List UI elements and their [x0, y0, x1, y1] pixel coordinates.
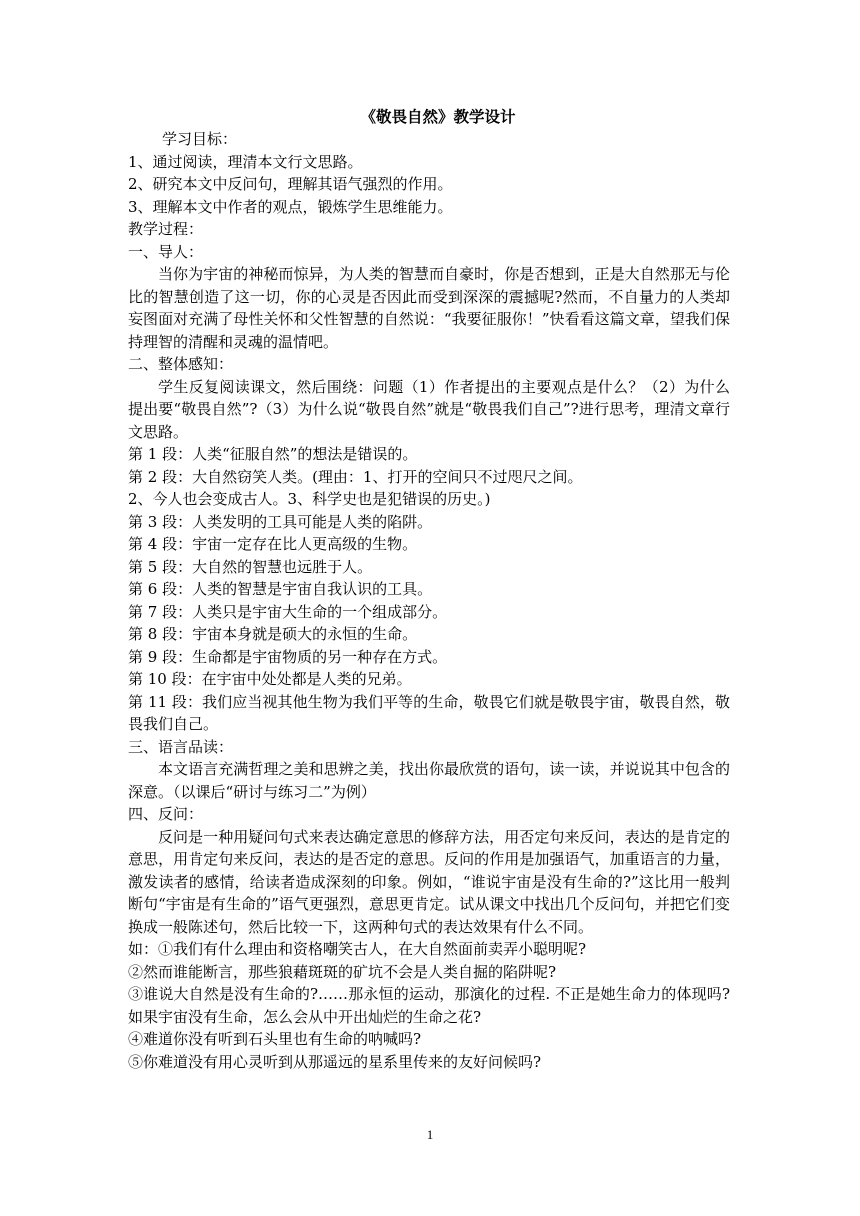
document-body [128, 106, 730, 1073]
paragraph-summary-7: 第 7 段：人类只是宇宙大生命的一个组成部分。 [128, 602, 448, 621]
section3-text: 本文语言充满哲理之美和思辨之美，找出你最欣赏的语句，读一读，并说说其中包含的深意。（以课后“研讨与练习二”为例） [128, 760, 730, 801]
section4-text: 反问是一种用疑问句式来表达确定意思的修辞方法，用否定句来反问，表达的是肯定的意思，用肯定句来反问，表达的是否定的意思。反问的作用是加强语气，加重语言的力量，激发读者的感情，给读者造成深刻的印象。例如，“谁说宇宙是没有生命的?”这比用一般判断句“宇宙是有生命的”语气更强烈，意思更肯定。试从课文中找出几个反问句，并把它们变换成一般陈述句，然后比较一下，这两种句式的表达效果有什么不同。 [128, 827, 730, 936]
goal-item-2: 2、研究本文中反问句，理解其语气强烈的作用。 [128, 175, 453, 193]
paragraph-summary-5: 第 5 段：大自然的智慧也远胜于人。 [128, 557, 373, 576]
document-title: 《敬畏自然》教学设计 [360, 107, 516, 126]
section3-heading: 三、语言品读： [128, 737, 234, 756]
example-5: ⑤你难道没有用心灵听到从那遥远的星系里传来的友好问候吗? [128, 1052, 542, 1071]
section4-heading: 四、反问： [128, 805, 204, 823]
paragraph-summary-4: 第 4 段：宇宙一定存在比人更高级的生物。 [128, 535, 418, 553]
goals-heading: 学习目标： [162, 130, 238, 148]
paragraph-summary-2-cont: 2、今人也会变成古人。3、科学史也是犯错误的历史。) [128, 490, 491, 508]
example-2: ②然而谁能断言，那些狼藉斑斑的矿坑不会是人类自掘的陷阱呢? [128, 962, 557, 981]
goal-item-3: 3、理解本文中作者的观点，锻炼学生思维能力。 [128, 197, 453, 216]
example-3: ③谁说大自然是没有生命的?……那永恒的运动，那演化的过程. 不正是她生命力的体现吗?如果宇宙没有生命，怎么会从中开出灿烂的生命之花? [128, 985, 730, 1026]
example-1: 如：①我们有什么理由和资格嘲笑古人，在大自然面前卖弄小聪明呢? [128, 940, 587, 958]
section1-heading: 一、导人： [128, 242, 204, 261]
paragraph-summary-6: 第 6 段：人类的智慧是宇宙自我认识的工具。 [128, 580, 433, 598]
paragraph-summary-11: 第 11 段：我们应当视其他生物为我们平等的生命，敬畏它们就是敬畏宇宙，敬畏自然，敬畏我们自己。 [128, 692, 730, 733]
goal-item-1: 1、通过阅读，理清本文行文思路。 [128, 152, 363, 171]
section2-text: 学生反复阅读课文，然后围绕：问题（1）作者提出的主要观点是什么？（2）为什么提出要“敬畏自然”?（3）为什么说“敬畏自然”就是“敬畏我们自己”?进行思考，理清文章行文思路。 [128, 377, 730, 441]
paragraph-summary-9: 第 9 段：生命都是宇宙物质的另一种存在方式。 [128, 647, 448, 666]
page-number: 1 [426, 1127, 434, 1142]
process-heading: 教学过程： [128, 220, 204, 238]
paragraph-summary-2: 第 2 段：大自然窃笑人类。(理由：1、打开的空间只不过咫尺之间。 [128, 467, 583, 486]
section2-heading: 二、整体感知： [128, 355, 234, 373]
paragraph-summary-10: 第 10 段：在宇宙中处处都是人类的兄弟。 [128, 670, 412, 688]
section1-text: 当你为宇宙的神秘而惊异，为人类的智慧而自豪时，你是否想到，正是大自然那无与伦比的智慧创造了这一切，你的心灵是否因此而受到深深的震撼呢?然而，不自量力的人类却妄图面对充满了母性关怀和父性智慧的自然说：“我要征服你！”快看看这篇文章，望我们保持理智的清醒和灵魂的温情吧。 [128, 265, 730, 351]
paragraph-summary-1: 第 1 段：人类“征服自然”的想法是错误的。 [128, 445, 418, 463]
paragraph-summary-3: 第 3 段：人类发明的工具可能是人类的陷阱。 [128, 512, 433, 531]
paragraph-summary-8: 第 8 段：宇宙本身就是硕大的永恒的生命。 [128, 625, 418, 643]
example-4: ④难道你没有听到石头里也有生命的呐喊吗? [128, 1030, 422, 1048]
